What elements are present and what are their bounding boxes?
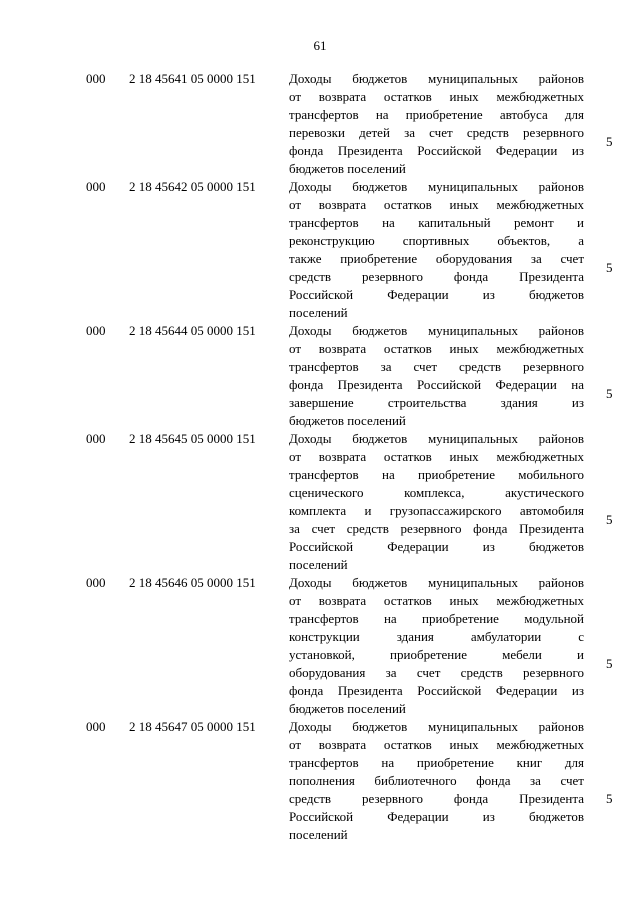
- budget-classification-code: 2 18 45641 05 0000 151: [129, 71, 256, 86]
- description-line: фонда Президента Российской Федерации на: [289, 377, 584, 392]
- budget-classification-code: 2 18 45645 05 0000 151: [129, 431, 256, 446]
- description-line: Доходы бюджетов муниципальных районов: [289, 323, 584, 338]
- revenue-description: [289, 718, 584, 844]
- description-line: от возврата остатков иных межбюджетных: [289, 593, 584, 608]
- description-line: поселений: [289, 305, 348, 320]
- table-row: [0, 322, 640, 430]
- revenue-description: [289, 430, 584, 574]
- admin-code: 000: [86, 71, 106, 86]
- description-line: от возврата остатков иных межбюджетных: [289, 449, 584, 464]
- description-line: трансфертов на капитальный ремонт и: [289, 215, 584, 230]
- description-line: комплекта и грузопассажирского автомобиля: [289, 503, 584, 518]
- description-line: Российской Федерации из бюджетов: [289, 287, 584, 302]
- description-line: трансфертов на приобретение книг для: [289, 755, 584, 770]
- description-line: сценического комплекса, акустического: [289, 485, 584, 500]
- amount-value: 5: [606, 791, 613, 806]
- amount-value: 5: [606, 386, 613, 401]
- description-line: Российской Федерации из бюджетов: [289, 809, 584, 824]
- description-line: также приобретение оборудования за счет: [289, 251, 584, 266]
- description-line: от возврата остатков иных межбюджетных: [289, 197, 584, 212]
- description-line: бюджетов поселений: [289, 701, 406, 716]
- description-line: средств резервного фонда Президента: [289, 791, 584, 806]
- description-line: фонда Президента Российской Федерации из: [289, 143, 584, 158]
- revenue-description: [289, 70, 584, 178]
- description-line: Доходы бюджетов муниципальных районов: [289, 575, 584, 590]
- description-line: трансфертов на приобретение модульной: [289, 611, 584, 626]
- description-line: от возврата остатков иных межбюджетных: [289, 341, 584, 356]
- amount-value: 5: [606, 134, 613, 149]
- description-line: реконструкцию спортивных объектов, а: [289, 233, 584, 248]
- description-line: поселений: [289, 557, 348, 572]
- budget-classification-code: 2 18 45646 05 0000 151: [129, 575, 256, 590]
- description-line: перевозки детей за счет средств резервного: [289, 125, 584, 140]
- description-line: Доходы бюджетов муниципальных районов: [289, 71, 584, 86]
- description-line: от возврата остатков иных межбюджетных: [289, 737, 584, 752]
- revenue-description: [289, 322, 584, 430]
- admin-code: 000: [86, 323, 106, 338]
- budget-classification-code: 2 18 45647 05 0000 151: [129, 719, 256, 734]
- admin-code: 000: [86, 431, 106, 446]
- description-line: средств резервного фонда Президента: [289, 269, 584, 284]
- amount-value: 5: [606, 656, 613, 671]
- table-row: [0, 718, 640, 844]
- description-line: бюджетов поселений: [289, 161, 406, 176]
- revenue-description: [289, 178, 584, 322]
- description-line: поселений: [289, 827, 348, 842]
- description-line: от возврата остатков иных межбюджетных: [289, 89, 584, 104]
- description-line: завершение строительства здания из: [289, 395, 584, 410]
- revenue-description: [289, 574, 584, 718]
- admin-code: 000: [86, 179, 106, 194]
- table-row: [0, 574, 640, 718]
- description-line: трансфертов на приобретение автобуса для: [289, 107, 584, 122]
- amount-value: 5: [606, 512, 613, 527]
- description-line: за счет средств резервного фонда Президента: [289, 521, 584, 536]
- description-line: оборудования за счет средств резервного: [289, 665, 584, 680]
- description-line: Российской Федерации из бюджетов: [289, 539, 584, 554]
- budget-classification-code: 2 18 45644 05 0000 151: [129, 323, 256, 338]
- page-number: 61: [313, 38, 327, 53]
- description-line: конструкции здания амбулатории с: [289, 629, 584, 644]
- description-line: Доходы бюджетов муниципальных районов: [289, 179, 584, 194]
- description-line: Доходы бюджетов муниципальных районов: [289, 431, 584, 446]
- description-line: фонда Президента Российской Федерации из: [289, 683, 584, 698]
- description-line: Доходы бюджетов муниципальных районов: [289, 719, 584, 734]
- description-line: бюджетов поселений: [289, 413, 406, 428]
- admin-code: 000: [86, 575, 106, 590]
- budget-classification-code: 2 18 45642 05 0000 151: [129, 179, 256, 194]
- amount-value: 5: [606, 260, 613, 275]
- description-line: пополнения библиотечного фонда за счет: [289, 773, 584, 788]
- revenue-code-table: [0, 70, 640, 844]
- table-row: [0, 430, 640, 574]
- admin-code: 000: [86, 719, 106, 734]
- table-row: [0, 70, 640, 178]
- description-line: трансфертов на приобретение мобильного: [289, 467, 584, 482]
- table-row: [0, 178, 640, 322]
- description-line: установкой, приобретение мебели и: [289, 647, 584, 662]
- description-line: трансфертов за счет средств резервного: [289, 359, 584, 374]
